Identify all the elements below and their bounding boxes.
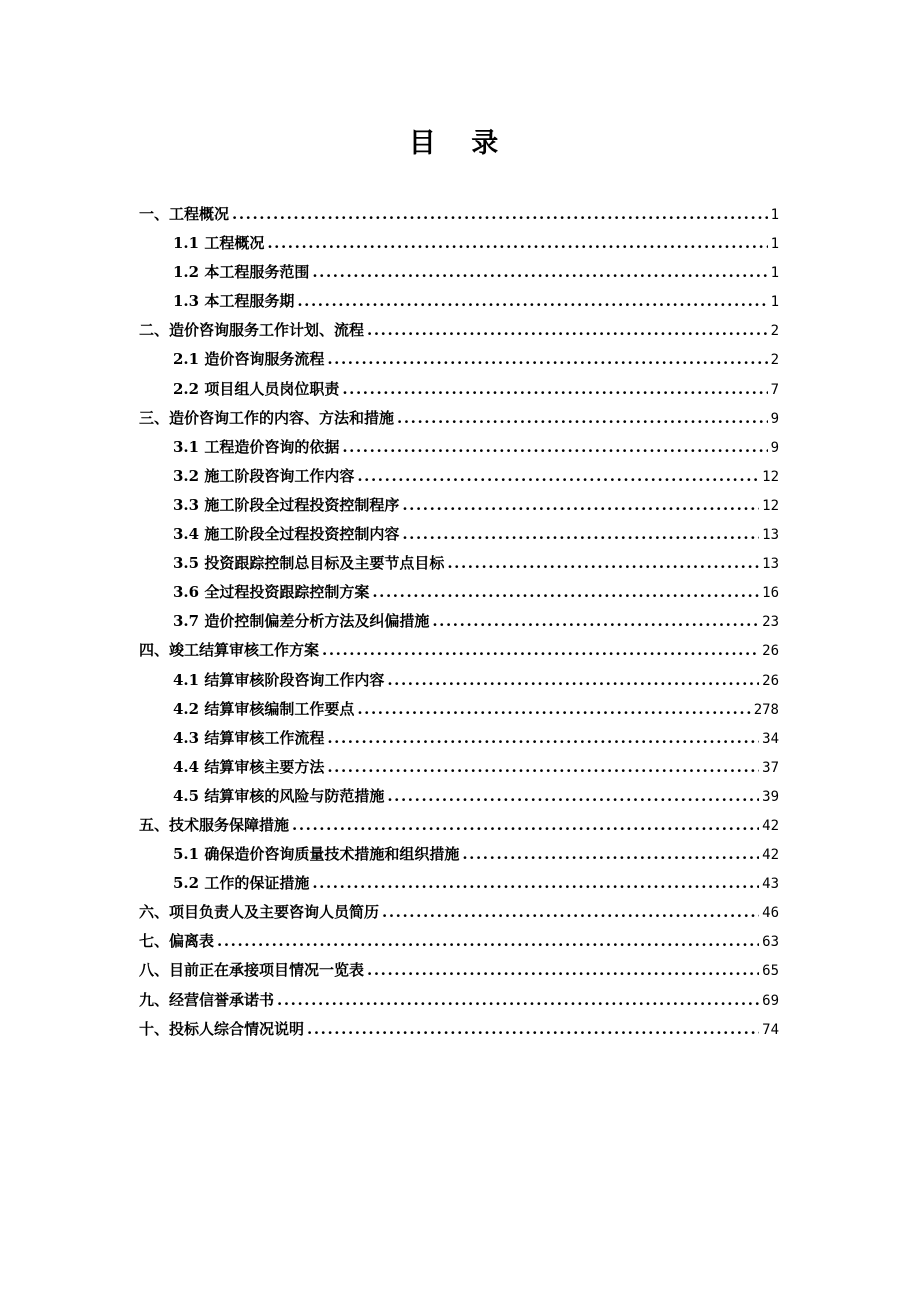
toc-entry-section[interactable] <box>139 869 779 898</box>
toc-entry-section[interactable] <box>139 695 779 724</box>
toc-entry-title: 2.2 项目组人员岗位职责 <box>173 379 340 398</box>
toc-dot-leader <box>342 433 767 462</box>
toc-dot-leader <box>432 607 759 636</box>
page-title: 目 录 <box>408 128 512 160</box>
toc-entry-title: 4.3 结算审核工作流程 <box>173 728 325 747</box>
toc-entry-title: 4.1 结算审核阶段咨询工作内容 <box>173 670 385 689</box>
toc-dot-leader <box>327 753 759 782</box>
toc-page-number: 34 <box>762 730 779 747</box>
toc-dot-leader <box>327 724 759 753</box>
toc-entry-title: 3.6 全过程投资跟踪控制方案 <box>173 583 370 602</box>
toc-entry-title: 二、造价咨询服务工作计划、流程 <box>139 321 365 340</box>
toc-page-number: 63 <box>762 934 779 951</box>
toc-entry-title: 四、竣工结算审核工作方案 <box>139 641 320 660</box>
toc-entry-chapter[interactable] <box>139 811 779 840</box>
toc-page-number: 2 <box>770 323 779 340</box>
toc-page-number: 26 <box>762 672 779 689</box>
toc-entry-section[interactable] <box>139 666 779 695</box>
toc-entry-title: 一、工程概况 <box>139 205 230 223</box>
toc-page-number: 13 <box>762 556 779 573</box>
toc-page-number: 37 <box>762 759 779 776</box>
toc-page-number: 42 <box>762 817 779 834</box>
toc-page-number: 46 <box>762 905 779 922</box>
toc-entry-title: 4.2 结算审核编制工作要点 <box>173 699 355 718</box>
toc-entry-title: 4.4 结算审核主要方法 <box>173 757 325 776</box>
toc-entry-chapter[interactable] <box>139 316 779 345</box>
toc-dot-leader <box>462 840 759 869</box>
toc-dot-leader <box>267 229 767 258</box>
toc-page-number: 1 <box>770 294 779 311</box>
toc-entry-title: 4.5 结算审核的风险与防范措施 <box>173 786 385 805</box>
toc-entry-title: 三、造价咨询工作的内容、方法和措施 <box>139 408 395 427</box>
toc-page-number: 12 <box>762 497 779 514</box>
toc-page-number: 13 <box>762 527 779 544</box>
toc-dot-leader <box>312 869 759 898</box>
toc-entry-chapter[interactable] <box>139 927 779 956</box>
toc-page-number: 9 <box>770 439 779 456</box>
toc-entry-chapter[interactable] <box>139 898 779 927</box>
toc-page-number: 74 <box>762 1021 779 1038</box>
toc-entry-title: 3.7 造价控制偏差分析方法及纠偏措施 <box>173 612 430 631</box>
toc-entry-section[interactable] <box>139 578 779 607</box>
toc-page-number: 278 <box>753 701 779 718</box>
toc-entry-section[interactable] <box>139 287 779 316</box>
toc-dot-leader <box>402 520 759 549</box>
toc-page-number: 26 <box>762 643 779 660</box>
toc-entry-title: 3.3 施工阶段全过程投资控制程序 <box>173 495 400 514</box>
toc-page-number: 16 <box>762 585 779 602</box>
toc-entry-title: 3.4 施工阶段全过程投资控制内容 <box>173 525 400 544</box>
toc-entry-title: 七、偏离表 <box>139 932 215 951</box>
toc-page-number: 2 <box>770 352 779 369</box>
toc-entry-title: 1.1 工程概况 <box>173 234 265 253</box>
toc-entry-title: 3.5 投资跟踪控制总目标及主要节点目标 <box>173 554 445 573</box>
toc-entry-chapter[interactable] <box>139 986 779 1015</box>
toc-dot-leader <box>327 345 767 374</box>
toc-entry-title: 3.2 施工阶段咨询工作内容 <box>173 466 355 485</box>
toc-page-number: 1 <box>770 236 779 253</box>
toc-entry-title: 5.1 确保造价咨询质量技术措施和组织措施 <box>173 845 460 864</box>
toc-dot-leader <box>397 404 768 433</box>
toc-entry-section[interactable] <box>139 520 779 549</box>
toc-entry-chapter[interactable] <box>139 636 779 665</box>
toc-entry-section[interactable] <box>139 462 779 491</box>
toc-dot-leader <box>387 666 759 695</box>
toc-dot-leader <box>367 956 759 985</box>
toc-page-number: 65 <box>762 963 779 980</box>
table-of-contents <box>139 200 779 1044</box>
toc-entry-section[interactable] <box>139 753 779 782</box>
toc-dot-leader <box>402 491 759 520</box>
toc-entry-section[interactable] <box>139 782 779 811</box>
toc-entry-chapter[interactable] <box>139 404 779 433</box>
toc-dot-leader <box>372 578 759 607</box>
toc-entry-title: 2.1 造价咨询服务流程 <box>173 350 325 369</box>
toc-entry-title: 五、技术服务保障措施 <box>139 815 290 834</box>
toc-dot-leader <box>297 287 767 316</box>
toc-entry-section[interactable] <box>139 229 779 258</box>
toc-page-number: 1 <box>770 207 779 223</box>
toc-page-number: 9 <box>770 410 779 427</box>
toc-page-number: 43 <box>762 876 779 893</box>
toc-dot-leader <box>217 927 759 956</box>
toc-dot-leader <box>312 258 767 287</box>
toc-dot-leader <box>277 986 759 1015</box>
toc-page-number: 69 <box>762 992 779 1009</box>
toc-entry-section[interactable] <box>139 433 779 462</box>
toc-entry-title: 十、投标人综合情况说明 <box>139 1019 305 1038</box>
toc-page-number: 12 <box>762 468 779 485</box>
toc-entry-chapter[interactable] <box>139 1015 779 1044</box>
toc-dot-leader <box>292 811 759 840</box>
toc-dot-leader <box>447 549 759 578</box>
toc-entry-section[interactable] <box>139 491 779 520</box>
toc-dot-leader <box>357 695 750 724</box>
toc-entry-section[interactable] <box>139 840 779 869</box>
toc-dot-leader <box>307 1015 759 1044</box>
toc-dot-leader <box>322 636 759 665</box>
toc-entry-title: 5.2 工作的保证措施 <box>173 874 310 893</box>
toc-entry-chapter[interactable] <box>139 956 779 985</box>
toc-entry-title: 1.2 本工程服务范围 <box>173 263 310 282</box>
toc-entry-chapter[interactable] <box>139 200 779 229</box>
toc-entry-section[interactable] <box>139 345 779 374</box>
toc-page-number: 7 <box>770 381 779 398</box>
toc-page-number: 23 <box>762 614 779 631</box>
toc-dot-leader <box>232 200 768 229</box>
toc-entry-title: 八、目前正在承接项目情况一览表 <box>139 961 365 980</box>
toc-dot-leader <box>357 462 759 491</box>
toc-entry-title: 3.1 工程造价咨询的依据 <box>173 437 340 456</box>
toc-entry-title: 1.3 本工程服务期 <box>173 292 295 311</box>
toc-entry-section[interactable] <box>139 607 779 636</box>
toc-dot-leader <box>342 375 767 404</box>
toc-page-number: 42 <box>762 847 779 864</box>
toc-page-number: 1 <box>770 265 779 282</box>
toc-entry-section[interactable] <box>139 549 779 578</box>
toc-dot-leader <box>367 316 768 345</box>
toc-entry-title: 九、经营信誉承诺书 <box>139 990 275 1009</box>
toc-page-number: 39 <box>762 788 779 805</box>
toc-entry-section[interactable] <box>139 258 779 287</box>
toc-entry-section[interactable] <box>139 375 779 404</box>
toc-entry-section[interactable] <box>139 724 779 753</box>
toc-dot-leader <box>382 898 759 927</box>
toc-entry-title: 六、项目负责人及主要咨询人员简历 <box>139 903 380 922</box>
toc-dot-leader <box>387 782 759 811</box>
